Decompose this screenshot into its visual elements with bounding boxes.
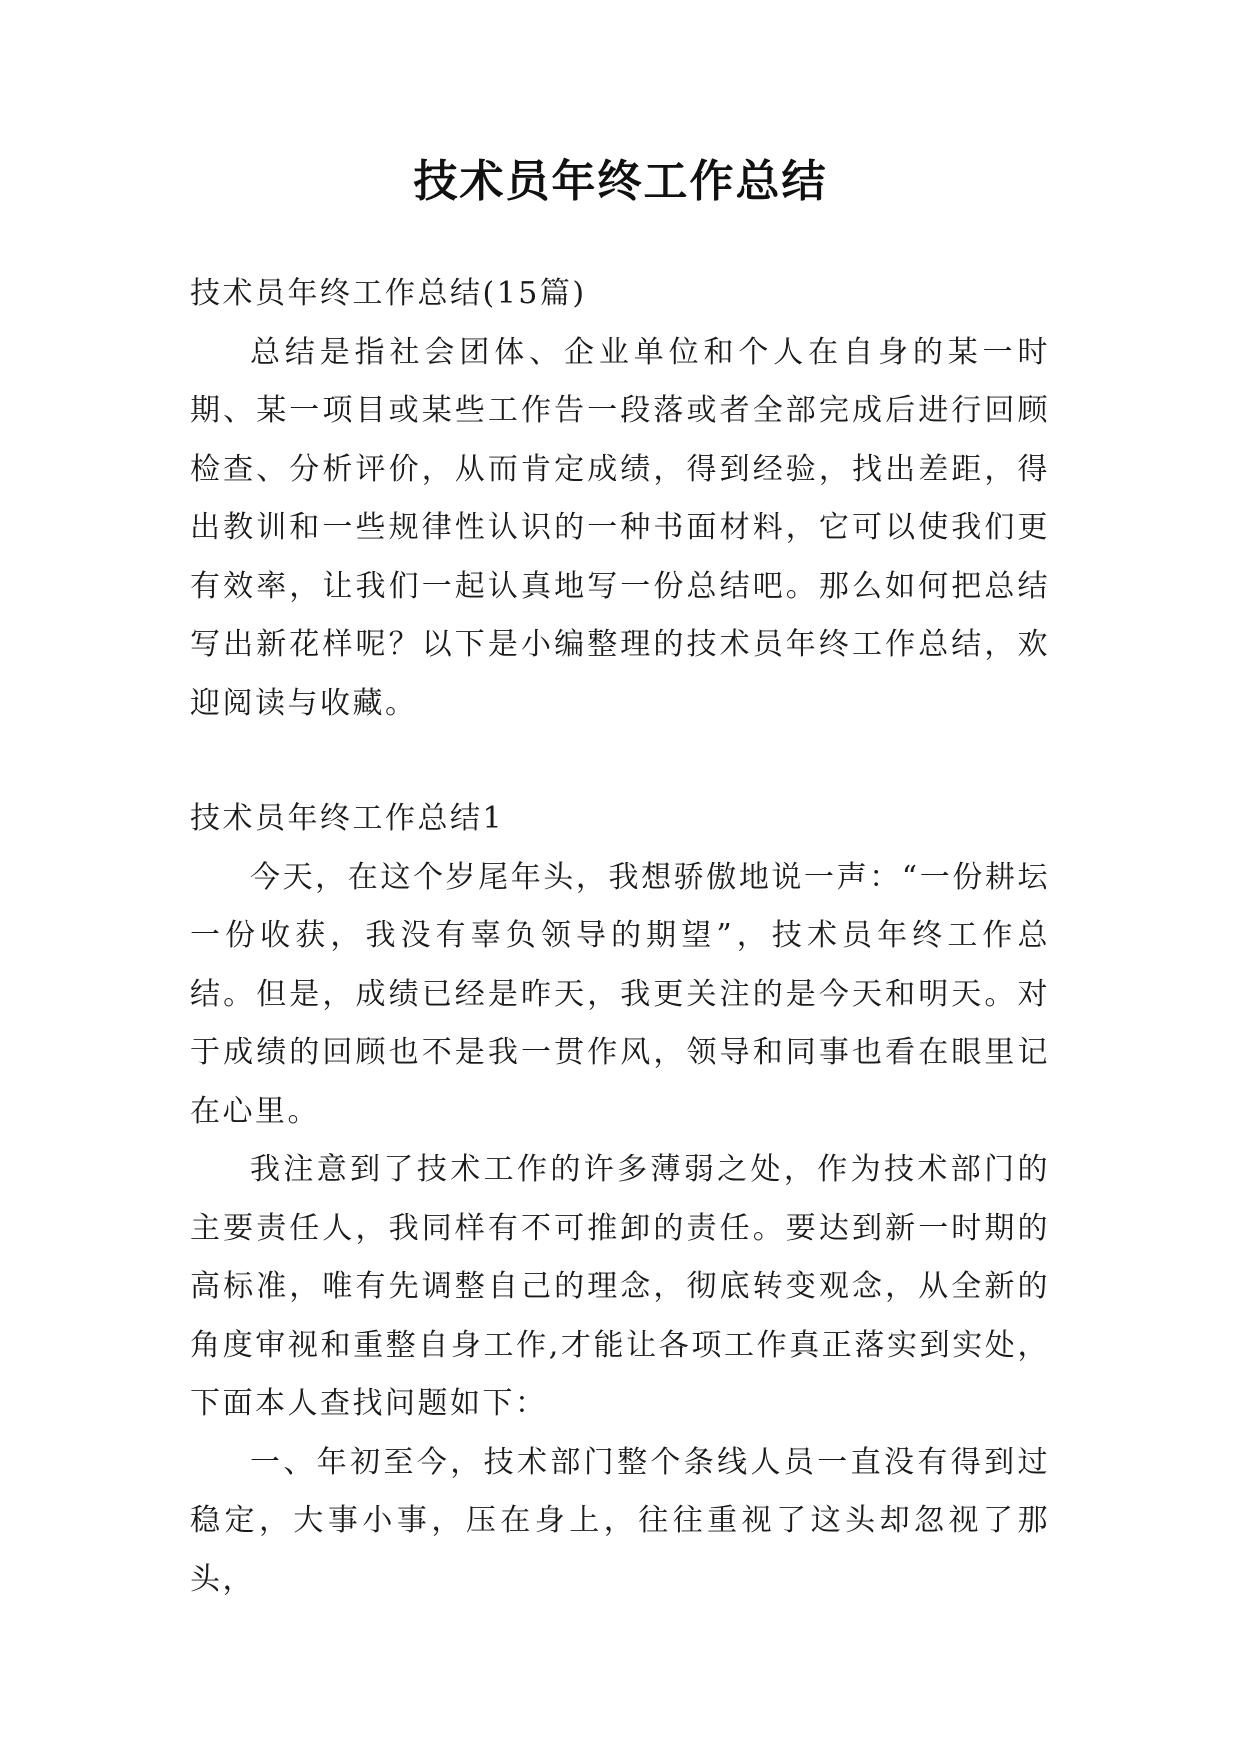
section-heading: 技术员年终工作总结(15篇)	[190, 276, 587, 311]
body-paragraph: 我注意到了技术工作的许多薄弱之处，作为技术部门的主要责任人，我同样有不可推卸的责任。要达到新一时期的高标准，唯有先调整自己的理念，彻底转变观念，从全新的角度审视和重整自身工作,才能让各项工作真正落实到实处，下面本人查找问题如下：	[190, 1152, 1050, 1421]
body-paragraph: 总结是指社会团体、企业单位和个人在自身的某一时期、某一项目或某些工作告一段落或者全部完成后进行回顾检查、分析评价，从而肯定成绩，得到经验，找出差距，得出教训和一些规律性认识的一种书面材料，它可以使我们更有效率，让我们一起认真地写一份总结吧。那么如何把总结写出新花样呢？以下是小编整理的技术员年终工作总结，欢迎阅读与收藏。	[190, 334, 1050, 721]
document-body	[190, 265, 1050, 1609]
body-paragraph: 今天，在这个岁尾年头，我想骄傲地说一声：“一份耕坛一份收获，我没有辜负领导的期望”，技术员年终工作总结。但是，成绩已经是昨天，我更关注的是今天和明天。对于成绩的回顾也不是我一贯作风，领导和同事也看在眼里记在心里。	[190, 859, 1050, 1129]
body-paragraph: 一、年初至今，技术部门整个条线人员一直没有得到过稳定，大事小事，压在身上，往往重视了这头却忽视了那头，	[190, 1444, 1050, 1597]
section-heading: 技术员年终工作总结1	[190, 801, 505, 836]
document-title: 技术员年终工作总结	[413, 156, 828, 207]
